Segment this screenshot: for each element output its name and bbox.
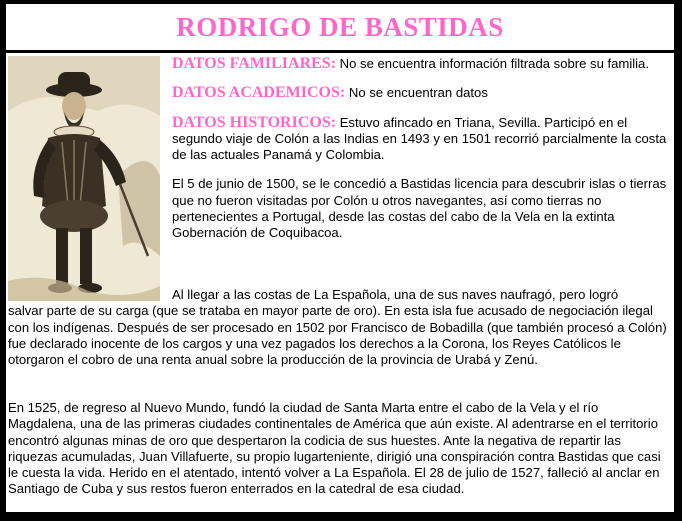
- text-column: [172, 56, 668, 255]
- paragraph-espanola-first: Al llegar a las costas de La Española, una de sus naves naufragó, pero logró: [172, 287, 619, 302]
- portrait-drawing: [8, 56, 160, 301]
- paragraph-espanola-rest: salvar parte de su carga (que se trataba en mayor parte de oro). En esta isla fue acusado de negociación ilegal con los indígenas. Después de ser procesado en 1502 por Francisco de Bobadilla (que también procesó a Colón) fue declarado inocente de los cargos y una vez pagados los derechos a la Corona, los Reyes Católicos le otorgaron el cobro de una renta anual sobre la producción de la provincia de Urabá y Zenú.: [8, 303, 667, 368]
- paragraph-santa-marta: En 1525, de regreso al Nuevo Mundo, fundó la ciudad de Santa Marta entre el cabo de la Vela y el río Magdalena, una de las primeras ciudades continentales de América que aún existe. Al adentrarse en el territorio encontró algunas minas de oro que despertaron la codicia de sus huestes. Ante la negativa de repartir las riquezas acumuladas, Juan Villafuerte, su propio lugarteniente, dirigió una conspiración contra Bastidas que casi le cuesta la vida. Herido en el atentado, intentó volver a La Española. El 28 de julio de 1527, falleció al anclar en Santiago de Cuba y sus restos fueron enterrados en la catedral de esa ciudad.: [8, 400, 661, 497]
- section-academicos: [172, 85, 668, 101]
- text-historicos: Estuvo afincado en Triana, Sevilla. Participó en el segundo viaje de Colón a las Indias en 1493 y en 1501 recorrió parcialmente la costa de las actuales Panamá y Colombia.: [172, 114, 667, 163]
- paragraph-espanola: [8, 287, 668, 368]
- portrait-engraving-icon: [8, 56, 160, 301]
- page-title: RODRIGO DE BASTIDAS: [176, 11, 504, 42]
- paragraph-licencia: El 5 de junio de 1500, se le concedió a Bastidas licencia para descubrir islas o tierras que no fueron visitadas por Colón u otros navegantes, así como tierras no pertenecientes a Portugal, desde las costas del cabo de la Vela en la extinta Gobernación de Coquibacoa.: [172, 176, 667, 241]
- heading-academicos: DATOS ACADEMICOS:: [172, 84, 346, 102]
- section-historicos: [172, 115, 668, 164]
- paragraph-santa-marta-block: [8, 400, 668, 498]
- section-familiares: [172, 56, 668, 72]
- text-familiares: No se encuentra información filtrada sobre su familia.: [336, 56, 649, 71]
- content-panel: [6, 53, 674, 512]
- heading-historicos: DATOS HISTORICOS:: [172, 113, 337, 131]
- text-academicos: No se encuentran datos: [345, 85, 488, 101]
- heading-familiares: DATOS FAMILIARES:: [172, 55, 337, 72]
- title-banner: [6, 4, 674, 50]
